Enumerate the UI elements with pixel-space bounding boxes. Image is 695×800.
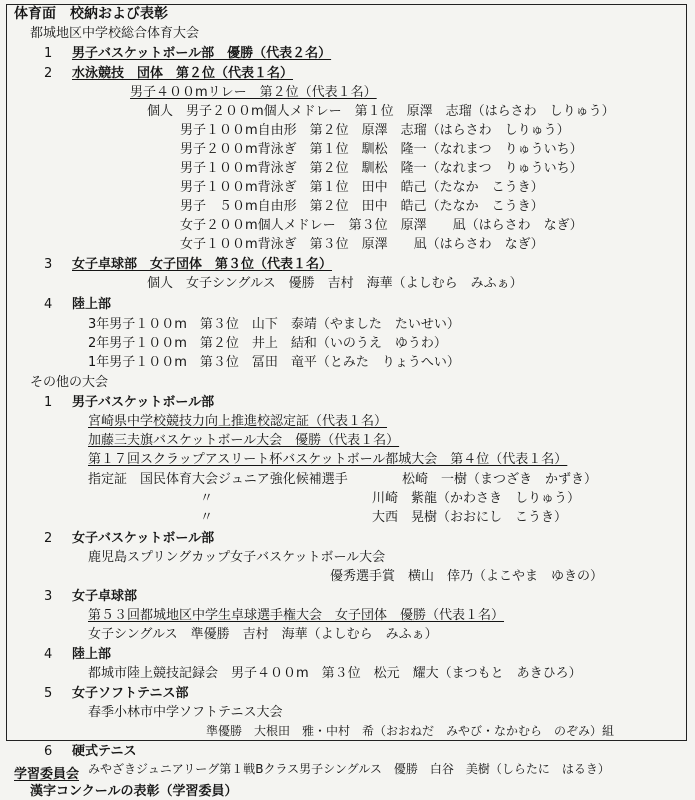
section-heading: 男子バスケットボール部 xyxy=(72,395,215,410)
item-number: 6 xyxy=(44,744,53,759)
section-heading: 陸上部 xyxy=(72,297,112,312)
award-line: 優秀選手賞 横山 倖乃（よこやま ゆきの） xyxy=(330,569,604,584)
result-line: 2年男子１００m 第２位 井上 結和（いのうえ ゆうわ） xyxy=(88,336,447,351)
page-title: 体育面 校納および表彰 xyxy=(14,6,168,22)
result-line: 個人 女子シングルス 優勝 吉村 海華（よしむら みふぁ） xyxy=(147,276,523,291)
certificate-line: 指定証 国民体育大会ジュニア強化候補選手 xyxy=(88,472,348,487)
player-name: 松崎 一樹（まつざき かずき） xyxy=(402,472,598,487)
award-line: 宮崎県中学校競技力向上推進校認定証（代表１名） xyxy=(88,414,388,429)
result-line: 準優勝 大根田 雅・中村 希（おおねだ みやび・なかむら のぞみ）組 xyxy=(206,724,615,738)
result-line: 都城市陸上競技記録会 男子４００m 第３位 松元 耀大（まつもと あきひろ） xyxy=(88,666,582,681)
result-line: 男子 ５０m自由形 第２位 田中 皓己（たなか こうき） xyxy=(180,199,544,214)
committee-line: 漢字コンクールの表彰（学習委員） xyxy=(30,784,238,799)
item-number: 1 xyxy=(44,46,53,61)
section-heading: 陸上部 xyxy=(72,647,112,662)
result-line: 女子２００m個人メドレー 第３位 原澤 凪（はらさわ なぎ） xyxy=(180,218,583,233)
player-name: 大西 晃樹（おおにし こうき） xyxy=(372,510,568,525)
other-tournaments-title: その他の大会 xyxy=(30,375,109,390)
result-line: 個人 男子２００m個人メドレー 第１位 原澤 志瑠（はらさわ しりゅう） xyxy=(147,104,615,119)
tournament-title: 都城地区中学校総合体育大会 xyxy=(30,26,200,41)
section-heading: 女子卓球部 女子団体 第３位（代表１名） xyxy=(72,257,333,272)
section-heading: 女子卓球部 xyxy=(72,589,138,604)
section-heading: 女子バスケットボール部 xyxy=(72,531,215,546)
result-line: 男子１００m背泳ぎ 第１位 田中 皓己（たなか こうき） xyxy=(180,180,544,195)
item-number: 3 xyxy=(44,589,53,604)
item-number: 2 xyxy=(44,531,53,546)
committee-title: 学習委員会 xyxy=(14,767,80,782)
section-heading: 水泳競技 団体 第２位（代表１名） xyxy=(72,66,294,81)
ditto-mark: 〃 xyxy=(200,510,214,525)
item-number: 4 xyxy=(44,647,53,662)
item-number: 4 xyxy=(44,297,53,312)
result-line: 女子シングルス 準優勝 吉村 海華（よしむら みふぁ） xyxy=(88,627,438,642)
item-number: 1 xyxy=(44,395,53,410)
result-line: 男子１００m自由形 第２位 原澤 志瑠（はらさわ しりゅう） xyxy=(180,123,570,138)
result-line: 男子２００m背泳ぎ 第１位 馴松 隆一（なれまつ りゅういち） xyxy=(180,142,583,157)
section-heading: 女子ソフトテニス部 xyxy=(72,686,189,701)
event-line: 春季小林市中学ソフトテニス大会 xyxy=(88,705,283,720)
section-heading: 男子バスケットボール部 優勝（代表２名） xyxy=(72,46,332,61)
relay-result: 男子４００mリレー 第２位（代表１名） xyxy=(130,85,377,100)
result-line: 男子１００m背泳ぎ 第２位 馴松 隆一（なれまつ りゅういち） xyxy=(180,161,583,176)
ditto-mark: 〃 xyxy=(200,491,214,506)
result-line: 女子１００m背泳ぎ 第３位 原澤 凪（はらさわ なぎ） xyxy=(180,237,544,252)
award-line: 加藤三夫旗バスケットボール大会 優勝（代表１名） xyxy=(88,433,400,448)
section-heading: 硬式テニス xyxy=(72,744,137,759)
result-line: みやざきジュニアリーグ第１戦Bクラス男子シングルス 優勝 白谷 美樹（しらたに はるき） xyxy=(88,762,610,776)
event-line: 鹿児島スプリングカップ女子バスケットボール大会 xyxy=(88,550,386,565)
player-name: 川崎 紫龍（かわさき しりゅう） xyxy=(372,491,581,506)
result-line: 3年男子１００m 第３位 山下 泰靖（やました たいせい） xyxy=(88,317,460,332)
item-number: 5 xyxy=(44,686,53,701)
award-line: 第５３回都城地区中学生卓球選手権大会 女子団体 優勝（代表１名） xyxy=(88,608,505,623)
result-line: 1年男子１００m 第３位 冨田 竜平（とみた りょうへい） xyxy=(88,355,460,370)
award-line: 第１７回スクラップアスリート杯バスケットボール都城大会 第４位（代表１名） xyxy=(88,452,568,467)
item-number: 2 xyxy=(44,66,53,81)
item-number: 3 xyxy=(44,257,53,272)
